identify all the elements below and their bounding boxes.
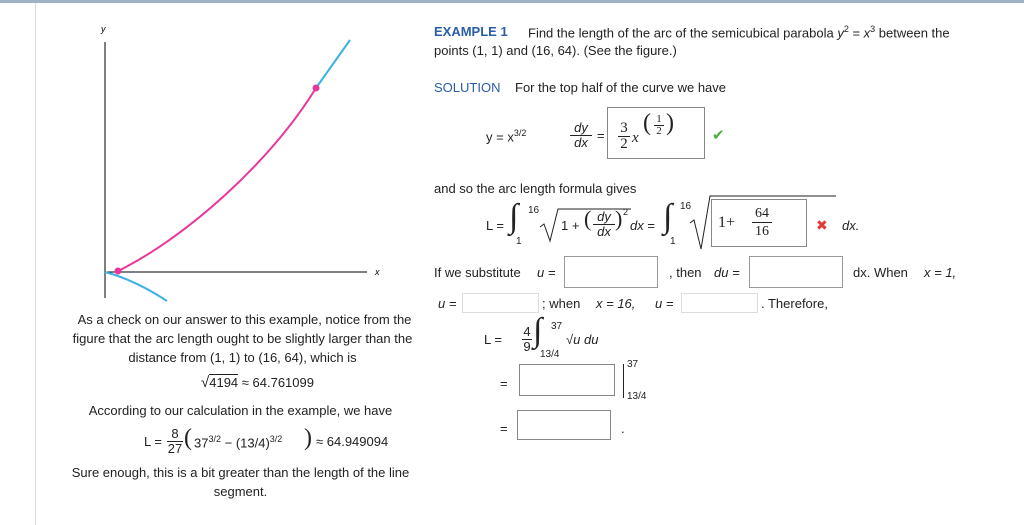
dydx-equals: = [597, 128, 605, 143]
lower-branch [105, 272, 167, 301]
arc-dy-dx-fraction: dy dx [593, 210, 615, 239]
dx-when-text: dx. When [853, 265, 908, 280]
final-answer-box[interactable] [517, 410, 611, 440]
example-label: EXAMPLE 1 [434, 24, 508, 39]
arc-close-paren: ) [615, 206, 623, 231]
point-16-64 [313, 85, 320, 92]
example-line1: Find the length of the arc of the semicubical parabola $y^2 = x^3$ between the [528, 24, 950, 41]
eval-bar [623, 364, 624, 398]
x-axis-label: x [375, 267, 380, 277]
equals-2: = [500, 421, 508, 436]
du-equals-label: du = [714, 265, 740, 280]
dydx-answer-box[interactable] [607, 107, 705, 159]
therefore-text: . Therefore, [761, 296, 828, 311]
u-upper-label: u = [655, 296, 674, 311]
arc-one-plus: 1 + [561, 218, 580, 233]
integral3-upper: 37 [551, 321, 563, 332]
arc-ans-fraction: 64 16 [752, 205, 772, 240]
check-line3: distance from (1, 1) to (16, 64), which is [128, 350, 357, 365]
answer-open-paren: ( [643, 110, 651, 136]
antiderivative-answer-box[interactable] [519, 364, 615, 396]
example-line2: points (1, 1) and (16, 64). (See the figure.) [434, 43, 677, 58]
integral3-lower: 13/4 [540, 349, 560, 360]
answer-x: x [632, 130, 639, 146]
integrand-sqrt-u-du: √u du [566, 332, 599, 347]
check-line4: According to our calculation in the example, we have [88, 403, 393, 418]
final-period: . [621, 421, 625, 436]
arc-square: 2 [623, 207, 629, 217]
arc-ans-one-plus: 1+ [718, 214, 736, 231]
left-border [35, 3, 36, 525]
x-equals-1-text: x = 1, [924, 265, 957, 280]
integral-sign-3: ∫ [533, 312, 543, 349]
integral1-upper: 16 [528, 205, 540, 216]
solution-text: For the top half of the curve we have [515, 80, 727, 95]
eval-bar-upper: 37 [627, 359, 639, 370]
answer-coef-fraction: 3 2 [618, 121, 630, 152]
u-equals-label: u = [537, 265, 556, 280]
du-input[interactable] [749, 256, 843, 288]
sqrt-4194-expression: √4194 ≈ 64.761099 [201, 374, 314, 391]
integral2-lower: 1 [670, 236, 676, 247]
u-substitution-input[interactable] [564, 256, 658, 288]
check-line2: figure that the arc length ought to be slightly larger than the [72, 331, 413, 346]
wrong-x-icon: ✖ [816, 217, 828, 233]
coef-fraction: 4 9 [523, 324, 531, 354]
chord-extension [316, 40, 350, 88]
integral-sign-1: ∫ [509, 198, 519, 235]
then-text: , then [669, 265, 702, 280]
arc-dx-end: dx. [842, 218, 860, 233]
y-equation: $y = x^{3/2}$ [486, 128, 527, 145]
answer-close-paren: ) [666, 110, 674, 136]
solution-label: SOLUTION [434, 80, 501, 95]
dy-dx-fraction: dy dx [570, 121, 592, 150]
semicubical-curve [118, 88, 316, 271]
check-line6: segment. [213, 484, 268, 499]
arc-formula-intro: and so the arc length formula gives [434, 181, 637, 196]
check-line5: Sure enough, this is a bit greater than the length of the line [71, 465, 410, 480]
arc-integrand-answer-box[interactable] [711, 199, 807, 247]
arc-dx-equals: dx = [630, 218, 655, 233]
correct-check-icon: ✔ [712, 127, 725, 144]
point-1-1 [115, 268, 122, 275]
x-equals-16-text: x = 16, [596, 296, 636, 311]
integral-sign-2: ∫ [663, 198, 673, 235]
integral2-upper: 16 [680, 201, 692, 212]
top-border [0, 0, 1024, 3]
parabola-graph [95, 18, 395, 308]
when-text: ; when [542, 296, 581, 311]
integral1-lower: 1 [516, 236, 522, 247]
eval-bar-lower: 13/4 [627, 391, 647, 402]
y-axis-label: y [101, 24, 106, 34]
check-line1: As a check on our answer to this example, notice from the [77, 312, 412, 327]
if-substitute-text: If we substitute [434, 265, 521, 280]
u-lower-input[interactable] [462, 293, 539, 313]
u-upper-input[interactable] [681, 293, 758, 313]
integral-u-L-equals: L = [484, 332, 502, 347]
u-lower-label: u = [438, 296, 457, 311]
answer-exp-fraction: 1 2 [654, 114, 664, 137]
arc-open-paren: ( [584, 206, 592, 231]
equals-1: = [500, 376, 508, 391]
arc-L-equals: L = [486, 218, 504, 233]
